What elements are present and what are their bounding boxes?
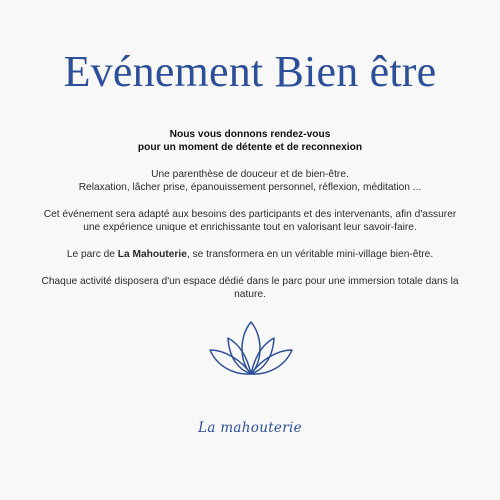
intro-line-1: Nous vous donnons rendez-vous bbox=[169, 129, 331, 140]
paragraph-park bbox=[40, 248, 460, 261]
paragraph-1-line-2: Relaxation, lâcher prise, épanouissement personnel, réflexion, méditation ... bbox=[78, 182, 422, 193]
paragraph-activities: Chaque activité disposera d'un espace dédié dans le parc pour une immersion totale dans la nature. bbox=[41, 276, 459, 300]
paragraph-1-line-1: Une parenthèse de douceur et de bien-être. bbox=[151, 169, 349, 180]
intro-line-2: pour un moment de détente et de reconnexion bbox=[137, 142, 363, 153]
lotus-icon bbox=[205, 318, 297, 380]
venue-name: La Mahouterie bbox=[117, 249, 187, 260]
body-text bbox=[40, 128, 460, 315]
signature-logo: La mahouterie bbox=[198, 420, 302, 436]
paragraph-3-after: , se transformera en un véritable mini-village bien-être. bbox=[186, 249, 434, 260]
paragraph-adaptation: Cet événement sera adapté aux besoins des participants et des intervenants, afin d'assurer une expérience unique et enrichissante tout en valorisant leur savoir-faire. bbox=[43, 209, 457, 233]
paragraph-relaxation bbox=[40, 168, 460, 194]
paragraph-3-before: Le parc de bbox=[66, 249, 118, 260]
intro-paragraph bbox=[40, 128, 460, 154]
page-title: Evénement Bien être bbox=[63, 47, 437, 96]
